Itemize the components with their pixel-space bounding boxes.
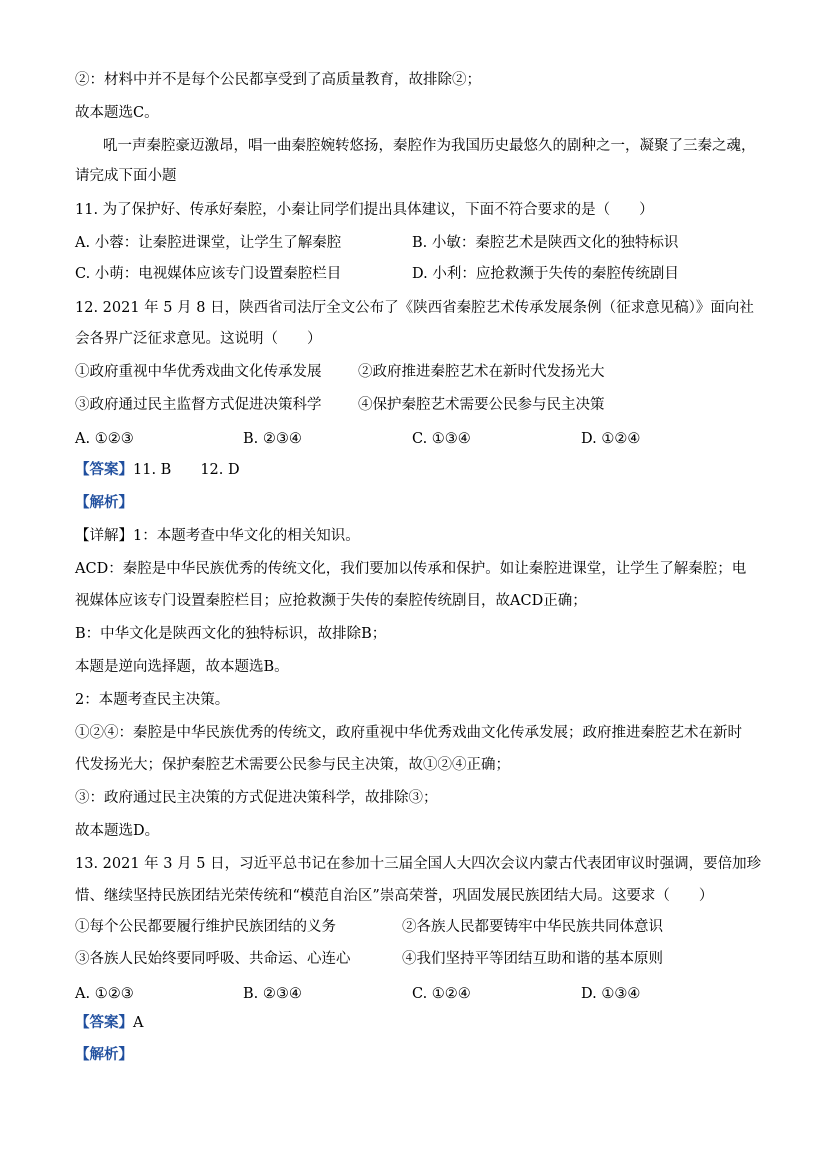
detail-line [75,526,360,546]
text-line: 视媒体应该专门设置秦腔栏目；应抢救濒于失传的秦腔传统剧目，故ACD正确； [75,593,587,609]
text-line: ①②④：秦腔是中华民族优秀的传统文，政府重视中华优秀戏曲文化传承发展；政府推进秦腔艺术在新时 [75,725,742,741]
answer-line [75,1013,143,1033]
option-b: B. ②③④ [243,986,302,1002]
option-c: C. ①②④ [412,986,471,1002]
option-b: B. ②③④ [243,431,302,447]
text-line: 故本题选C。 [75,105,159,121]
option-c: C. 小萌：电视媒体应该专门设置秦腔栏目 [75,266,342,282]
passage-intro: 请完成下面小题 [75,168,177,184]
option-a: A. ①②③ [75,986,134,1002]
question-11: 11. 为了保护好、传承好秦腔，小秦让同学们提出具体建议，下面不符合要求的是（ ） [75,202,654,218]
text-line: ACD：秦腔是中华民族优秀的传统文化，我们要加以传承和保护。如让秦腔进课堂，让学生了解秦腔；电 [75,561,747,577]
option-d: D. ①③④ [581,986,641,1002]
question-12: 12. 2021 年 5 月 8 日，陕西省司法厅全文公布了《陕西省秦腔艺术传承发展条例（征求意见稿）》面向社 [75,300,754,316]
analysis-tag: 【解析】 [75,1046,133,1063]
statement-3: ③各族人民始终要同呼吸、共命运、心连心 [75,951,351,967]
statement-4: ④我们坚持平等团结互助和谐的基本原则 [402,951,663,967]
statement-1: ①每个公民都要履行维护民族团结的义务 [75,919,336,935]
option-a: A. 小蓉：让秦腔进课堂，让学生了解秦腔 [75,235,342,251]
text-line: 本题是逆向选择题，故本题选B。 [75,659,289,675]
text-line: B：中华文化是陕西文化的独特标识，故排除B； [75,626,387,642]
option-c: C. ①③④ [412,431,471,447]
answer-tag: 【答案】 [75,1014,133,1031]
answer-text: A [133,1015,144,1031]
statement-3: ③政府通过民主监督方式促进决策科学 [75,397,322,413]
analysis-line [75,493,133,513]
text-line: ②：材料中并不是每个公民都享受到了高质量教育，故排除②； [75,72,481,88]
question-13: 13. 2021 年 3 月 5 日，习近平总书记在参加十三届全国人大四次会议内蒙古代表团审议时强调，要倍加珍 [75,856,762,872]
option-b: B. 小敏：秦腔艺术是陕西文化的独特标识 [412,235,679,251]
text-line: 代发扬光大；保护秦腔艺术需要公民参与民主决策，故①②④正确； [75,757,510,773]
option-d: D. ①②④ [581,431,641,447]
text-line: 2：本题考查民主决策。 [75,692,230,708]
option-a: A. ①②③ [75,431,134,447]
detail-tag: 【详解】 [75,528,133,544]
question-12: 会各界广泛征求意见。这说明（ ） [75,331,322,347]
analysis-line [75,1045,133,1065]
answer-line [75,460,240,480]
answer-tag: 【答案】 [75,461,133,478]
statement-2: ②政府推进秦腔艺术在新时代发扬光大 [358,364,605,380]
analysis-tag: 【解析】 [75,494,133,511]
text-line: 故本题选D。 [75,823,160,839]
option-d: D. 小利：应抢救濒于失传的秦腔传统剧目 [412,266,679,282]
question-13: 惜、继续坚持民族团结光荣传统和“模范自治区”崇高荣誉，巩固发展民族团结大局。这要求（ ） [75,888,714,904]
text-line: ③：政府通过民主决策的方式促进决策科学，故排除③； [75,790,438,806]
detail-text: 1：本题考查中华文化的相关知识。 [133,528,360,544]
statement-2: ②各族人民都要铸牢中华民族共同体意识 [402,919,663,935]
statement-4: ④保护秦腔艺术需要公民参与民主决策 [358,397,605,413]
answer-text: 11. B 12. D [133,462,240,478]
passage-intro: 吼一声秦腔豪迈激昂，唱一曲秦腔婉转悠扬，秦腔作为我国历史最悠久的剧种之一，凝聚了三秦之魂， [103,138,756,154]
statement-1: ①政府重视中华优秀戏曲文化传承发展 [75,364,322,380]
